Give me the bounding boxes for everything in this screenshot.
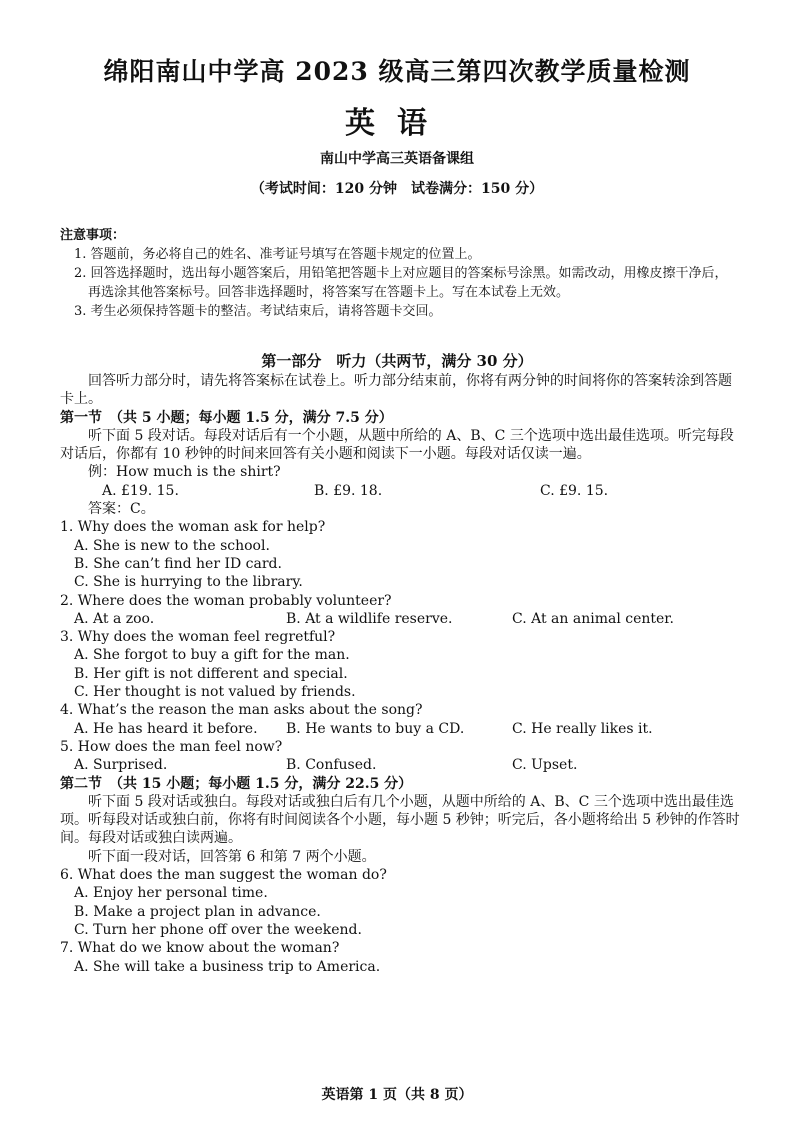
option-c: C. Her thought is not valued by friends. — [74, 684, 356, 701]
exam-time: （考试时间：120 分钟 试卷满分：150 分） — [250, 181, 544, 197]
question-2-options — [60, 610, 740, 628]
question-4-options — [60, 720, 740, 738]
option-b: B. £9. 18. — [314, 482, 383, 499]
note-item: 2. 回答选择题时，选出每小题答案后，用铅笔把答题卡上对应题目的答案标号涂黑。如需改动，用橡皮擦干净后，再选涂其他答案标号。回答非选择题时，将答案写在答题卡上。写在本试卷上无效。 — [74, 266, 728, 300]
section2-sub-instruction: 听下面一段对话，回答第 6 和第 7 两个小题。 — [88, 848, 376, 865]
question-3: 3. Why does the woman feel regretful? — [60, 629, 336, 646]
question-5: 5. How does the man feel now? — [60, 738, 283, 755]
part1-title: 第一部分 听力（共两节，满分 30 分） — [261, 352, 533, 370]
option-c: C. £9. 15. — [540, 482, 609, 499]
question-2: 2. Where does the woman probably volunteer? — [60, 592, 392, 609]
option-a: A. At a zoo. — [74, 610, 155, 627]
option-c: C. She is hurrying to the library. — [74, 574, 303, 591]
notes — [60, 226, 740, 321]
section2-title: 第二节 （共 15 小题；每小题 1.5 分，满分 22.5 分） — [60, 775, 413, 792]
option-a: A. She is new to the school. — [74, 537, 270, 554]
prep-group: 南山中学高三英语备课组 — [320, 151, 474, 167]
option-c: C. Upset. — [512, 757, 578, 774]
option-a: A. £19. 15. — [102, 482, 179, 499]
exam-title: 绵阳南山中学高 2023 级高三第四次教学质量检测 — [103, 57, 691, 86]
option-b: B. Make a project plan in advance. — [74, 903, 321, 920]
option-a: A. She will take a business trip to America. — [74, 958, 381, 975]
option-b: B. She can’t find her ID card. — [74, 555, 282, 572]
question-5-options — [60, 756, 740, 774]
subject-title: 英语 — [345, 106, 449, 141]
option-c: C. At an animal center. — [512, 610, 674, 627]
example-answer: 答案：C。 — [88, 501, 155, 518]
option-b: B. At a wildlife reserve. — [286, 610, 453, 627]
note-item: 3. 考生必须保持答题卡的整洁。考试结束后，请将答题卡交回。 — [74, 304, 442, 319]
section1-instruction: 听下面 5 段对话。每段对话后有一个小题，从题中所给的 A、B、C 三个选项中选出最佳选项。听完每段对话后，你都有 10 秒钟的时间来回答有关小题和阅读下一小题。每段对话仅读一遍。 — [60, 427, 734, 463]
option-a: A. Surprised. — [74, 757, 168, 774]
note-item: 1. 答题前，务必将自己的姓名、准考证号填写在答题卡规定的位置上。 — [74, 247, 481, 262]
question-4: 4. What’s the reason the man asks about the song? — [60, 702, 423, 719]
page-footer: 英语第 1 页（共 8 页） — [321, 1087, 473, 1103]
option-b: B. Her gift is not different and special. — [74, 665, 348, 682]
question-6: 6. What does the man suggest the woman do? — [60, 867, 387, 884]
option-c: C. Turn her phone off over the weekend. — [74, 921, 362, 938]
part1-intro: 回答听力部分时，请先将答案标在试卷上。听力部分结束前，你将有两分钟的时间将你的答案转涂到答题卡上。 — [60, 373, 732, 408]
part1-body — [60, 372, 740, 976]
question-7: 7. What do we know about the woman? — [60, 940, 340, 957]
option-b: B. He wants to buy a CD. — [286, 720, 465, 737]
option-a: A. Enjoy her personal time. — [74, 885, 268, 902]
section1-title: 第一节 （共 5 小题；每小题 1.5 分，满分 7.5 分） — [60, 409, 393, 426]
notes-heading: 注意事项： — [60, 228, 126, 243]
question-1: 1. Why does the woman ask for help? — [60, 519, 326, 536]
example-options — [60, 482, 740, 500]
option-c: C. He really likes it. — [512, 720, 653, 737]
example-question: 例：How much is the shirt? — [88, 464, 281, 481]
option-a: A. He has heard it before. — [74, 720, 258, 737]
option-a: A. She forgot to buy a gift for the man. — [74, 647, 350, 664]
section2-instruction: 听下面 5 段对话或独白。每段对话或独白后有几个小题，从题中所给的 A、B、C 三个选项中选出最佳选项。听每段对话或独白前，你将有时间阅读各个小题，每小题 5 秒钟；听完后，各小题将给出 5 秒钟的作答时间。每段对话或独白读两遍。 — [60, 793, 740, 847]
option-b: B. Confused. — [286, 757, 377, 774]
